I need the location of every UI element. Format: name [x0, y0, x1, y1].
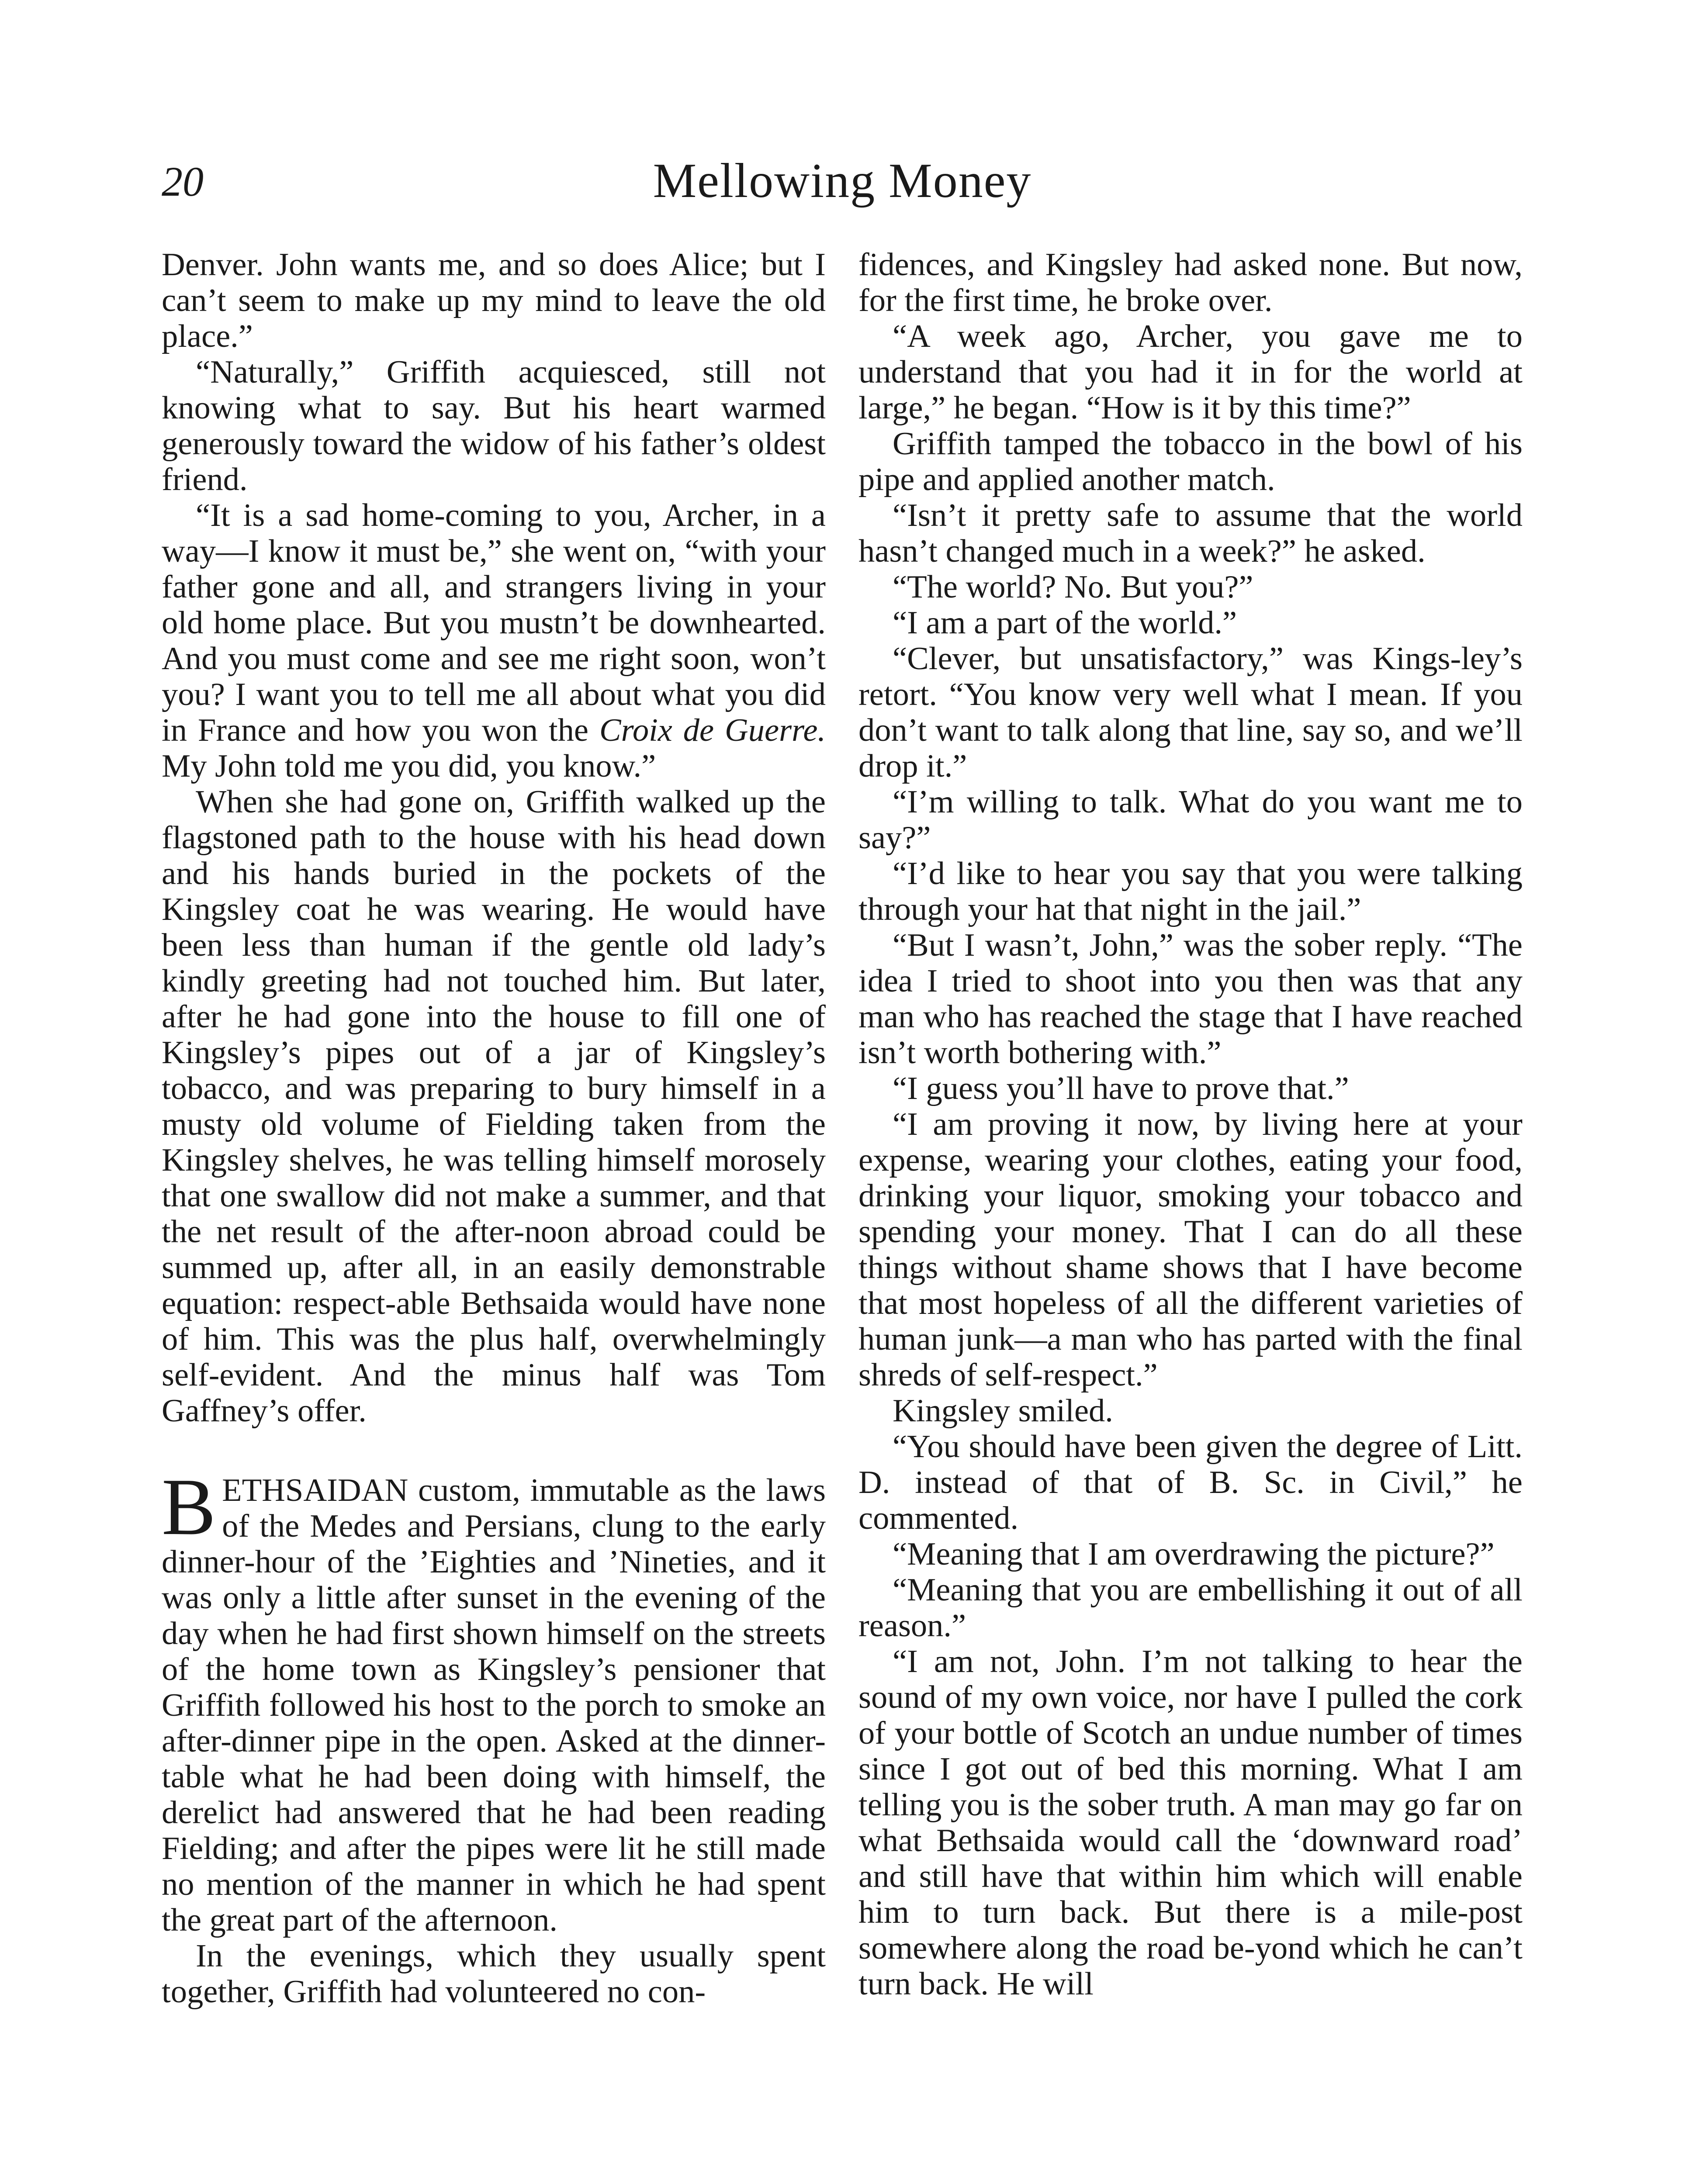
right-column	[858, 247, 1523, 2002]
running-title: Mellowing Money	[653, 154, 1032, 208]
drop-cap: B	[162, 1462, 216, 1552]
paragraph: “I am not, John. I’m not talking to hear the sound of my own voice, nor have I pulled the cork of your bottle of Scotch an undue number of times since I got out of bed this morning. What I am telling you is the sober truth. A man may go far on what Bethsaida would call the ‘downward road’ and still have that within him which will enable him to turn back. But there is a mile-post somewhere along the road be-yond which he can’t turn back. He will	[858, 1644, 1523, 2002]
paragraph: Denver. John wants me, and so does Alice; but I can’t seem to make up my mind to leave the old place.”	[162, 247, 826, 354]
paragraph: “You should have been given the degree of Litt. D. instead of that of B. Sc. in Civil,” he commented.	[858, 1429, 1523, 1536]
paragraph: “I’m willing to talk. What do you want me to say?”	[858, 784, 1523, 856]
italic-phrase: Croix de Guerre.	[599, 712, 826, 748]
section-break	[162, 1429, 826, 1472]
paragraph: “I’d like to hear you say that you were talking through your hat that night in the jail.”	[858, 856, 1523, 927]
paragraph: In the evenings, which they usually spent together, Griffith had volunteered no con-	[162, 1938, 826, 2010]
section-opening-paragraph	[162, 1462, 826, 1938]
paragraph-text: ETHSAIDAN custom, immutable as the laws of the Medes and Persians, clung to the early dinner-hour of the ’Eighties and ’Nineties, and it was only a little after sunset in the evening of the day when he had first shown himself on the streets of the home town as Kingsley’s pensioner that Griffith followed his host to the porch to smoke an after-dinner pipe in the open. Asked at the dinner-table what he had been doing with himself, the derelict had answered that he had been reading Fielding; and after the pipes were lit he still made no mention of the manner in which he had spent the great part of the afternoon.	[162, 1472, 826, 1938]
paragraph: “But I wasn’t, John,” was the sober reply. “The idea I tried to shoot into you then was that any man who has reached the stage that I have reached isn’t worth bothering with.”	[858, 927, 1523, 1071]
left-column	[162, 247, 826, 2010]
paragraph: “A week ago, Archer, you gave me to understand that you had it in for the world at large,” he began. “How is it by this time?”	[858, 318, 1523, 426]
paragraph: “Meaning that you are embellishing it out of all reason.”	[858, 1572, 1523, 1644]
paragraph: Kingsley smiled.	[893, 1393, 1113, 1429]
paragraph: “Meaning that I am overdrawing the picture?”	[893, 1536, 1495, 1572]
paragraph: fidences, and Kingsley had asked none. But now, for the first time, he broke over.	[858, 247, 1523, 318]
paragraph	[162, 498, 826, 784]
paragraph: “I am proving it now, by living here at your expense, wearing your clothes, eating your food, drinking your liquor, smoking your tobacco and spending your money. That I can do all these things without shame shows that I have become that most hopeless of all the different varieties of human junk—a man who has parted with the final shreds of self-respect.”	[858, 1106, 1523, 1393]
paragraph: Griffith tamped the tobacco in the bowl of his pipe and applied another match.	[858, 426, 1523, 498]
paragraph: “The world? No. But you?”	[893, 569, 1253, 605]
page-header	[162, 153, 1523, 218]
page-number: 20	[162, 158, 204, 205]
paragraph: “Naturally,” Griffith acquiesced, still not knowing what to say. But his heart warmed generously toward the widow of his father’s oldest friend.	[162, 354, 826, 498]
paragraph: “Clever, but unsatisfactory,” was Kings-ley’s retort. “You know very well what I mean. If you don’t want to talk along that line, say so, and we’ll drop it.”	[858, 641, 1523, 784]
paragraph: “I guess you’ll have to prove that.”	[893, 1071, 1349, 1106]
paragraph-text: “It is a sad home-coming to you, Archer, in a way—I know it must be,” she went on, “with your father gone and all, and strangers living in your old home place. But you mustn’t be downhearted. And you must come and see me right soon, won’t you? I want you to tell me all about what you did in France and how you won the	[162, 498, 826, 748]
paragraph: When she had gone on, Griffith walked up the flagstoned path to the house with his head down and his hands buried in the pockets of the Kingsley coat he was wearing. He would have been less than human if the gentle old lady’s kindly greeting had not touched him. But later, after he had gone into the house to fill one of Kingsley’s pipes out of a jar of Kingsley’s tobacco, and was preparing to bury himself in a musty old volume of Fielding taken from the Kingsley shelves, he was telling himself morosely that one swallow did not make a summer, and that the net result of the after-noon abroad could be summed up, after all, in an easily demonstrable equation: respect-able Bethsaida would have none of him. This was the plus half, overwhelmingly self-evident. And the minus half was Tom Gaffney’s offer.	[162, 784, 826, 1429]
paragraph: “I am a part of the world.”	[893, 605, 1237, 641]
paragraph: “Isn’t it pretty safe to assume that the world hasn’t changed much in a week?” he asked.	[858, 498, 1523, 569]
paragraph-text: My John told me you did, you know.”	[162, 748, 656, 784]
